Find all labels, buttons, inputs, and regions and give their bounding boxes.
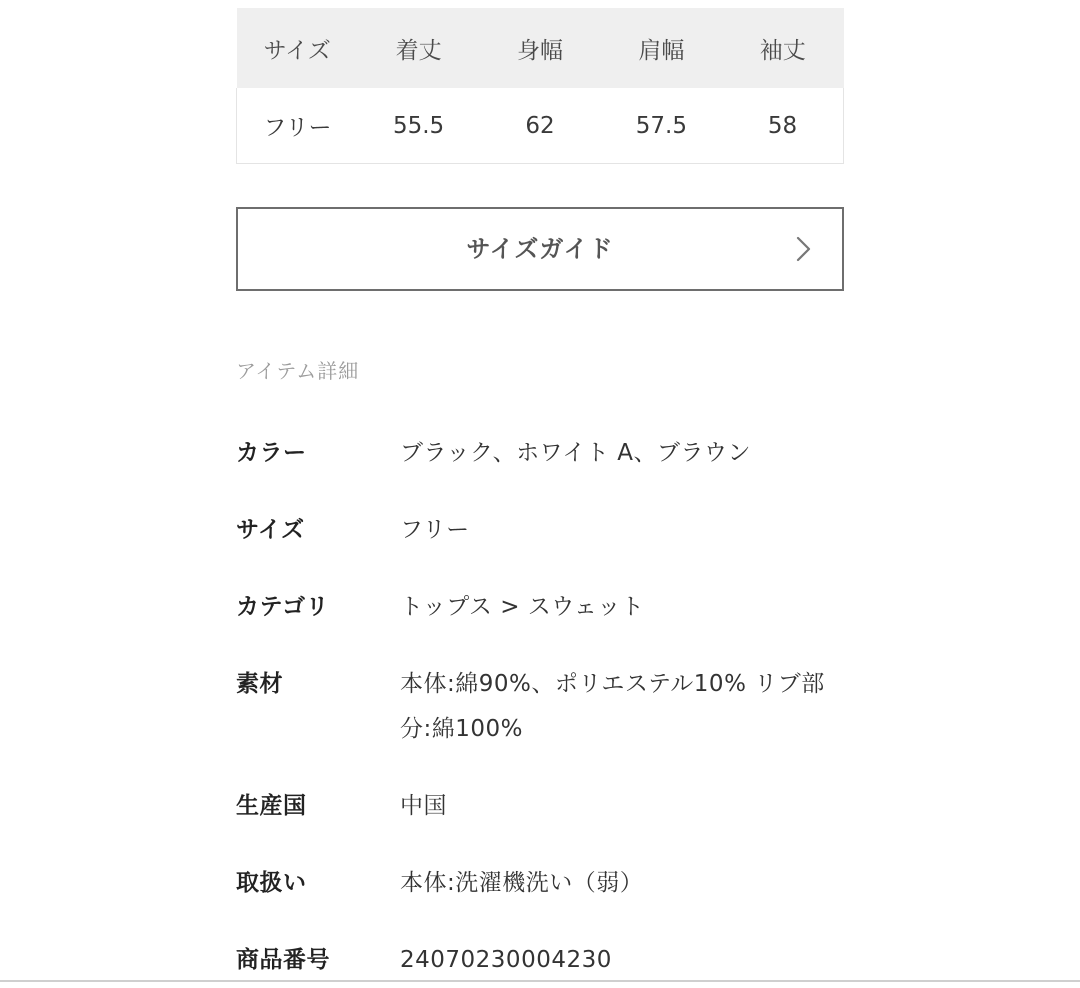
table-header-row <box>237 8 844 88</box>
column-header-size: サイズ <box>237 8 358 88</box>
detail-label: カテゴリ <box>236 594 330 620</box>
detail-row-color <box>236 431 844 476</box>
detail-label: 生産国 <box>236 793 307 819</box>
size-spec-table-body <box>237 88 844 164</box>
cell-shoulder-value: 57.5 <box>601 88 722 164</box>
table-row <box>237 88 844 164</box>
detail-value: 本体:綿90%、ポリエステル10% リブ部分:綿100% <box>400 671 825 742</box>
column-header-sleeve: 袖丈 <box>722 8 843 88</box>
size-spec-table-header <box>237 8 844 88</box>
detail-row-care <box>236 861 844 906</box>
detail-value: トップス > スウェット <box>400 594 645 620</box>
column-header-shoulder: 肩幅 <box>601 8 722 88</box>
detail-row-category <box>236 585 844 630</box>
detail-label: サイズ <box>236 517 305 543</box>
detail-value: 24070230004230 <box>400 947 612 973</box>
item-details-heading: アイテム詳細 <box>236 359 360 383</box>
size-guide-button[interactable] <box>236 207 844 291</box>
size-guide-label: サイズガイド <box>466 235 614 263</box>
detail-label: 素材 <box>236 671 283 697</box>
detail-row-country <box>236 784 844 829</box>
item-details-list <box>236 431 844 983</box>
cell-length-value: 55.5 <box>358 88 479 164</box>
cell-size-name: フリー <box>237 88 358 164</box>
content-column <box>236 8 844 983</box>
detail-label: カラー <box>236 440 307 466</box>
cell-sleeve-value: 58 <box>722 88 843 164</box>
column-header-length: 着丈 <box>358 8 479 88</box>
detail-row-size <box>236 508 844 553</box>
detail-label: 商品番号 <box>236 947 330 973</box>
detail-row-material <box>236 662 844 752</box>
size-spec-table <box>236 8 844 164</box>
chevron-right-icon <box>796 236 812 262</box>
detail-label: 取扱い <box>236 870 307 896</box>
column-header-width: 身幅 <box>479 8 600 88</box>
detail-value: ブラック、ホワイト A、ブラウン <box>400 440 751 466</box>
detail-value: フリー <box>400 517 470 543</box>
detail-value: 本体:洗濯機洗い（弱） <box>400 870 644 896</box>
detail-row-product-number <box>236 938 844 983</box>
cell-width-value: 62 <box>479 88 600 164</box>
detail-value: 中国 <box>400 793 447 819</box>
bottom-divider <box>0 980 1080 982</box>
